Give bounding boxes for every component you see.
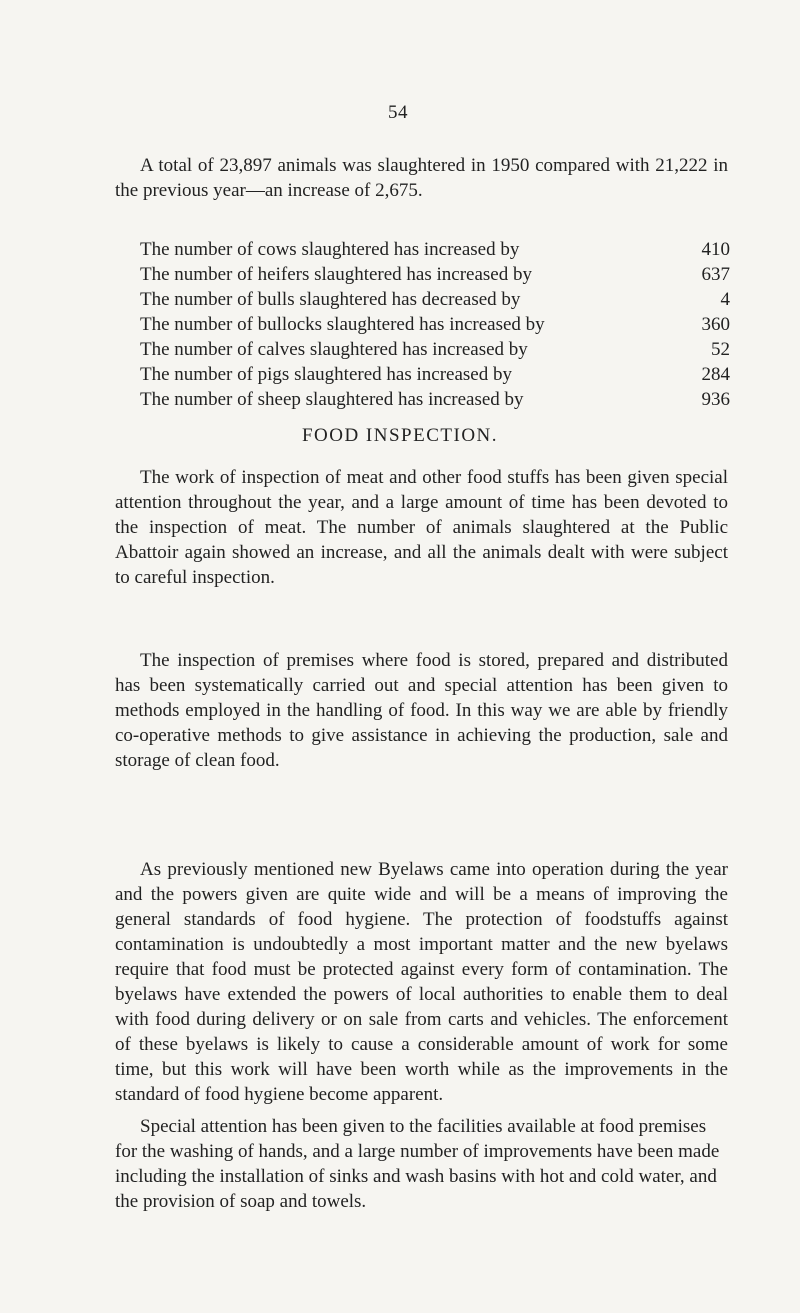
stat-value: 284	[701, 364, 730, 385]
stat-label: The number of calves slaughtered has increased by	[140, 339, 528, 360]
page-number: 54	[388, 102, 408, 123]
stat-row-cows	[140, 237, 730, 262]
stat-row-pigs	[140, 362, 730, 387]
body-paragraph-premises-inspection: The inspection of premises where food is stored, prepared and distributed has been systematically carried out and special attention has been given to methods employed in the handling of food. In this way we are able by friendly co-operative methods to give assistance in achieving the production, sale and storage of clean food.	[115, 650, 728, 771]
stat-value: 637	[701, 264, 730, 285]
body-paragraph-byelaws: As previously mentioned new Byelaws came into operation during the year and the powers given are quite wide and will be a means of improving the general standards of food hygiene. The protection of foodstuffs against contamination is undoubtedly a most important matter and the new byelaws require that food must be protected against every form of contamination. The byelaws have extended the powers of local authorities to enable them to deal with food during delivery or on sale from carts and vehicles. The enforcement of these byelaws is likely to cause a considerable amount of work for some time, but this work will have been worth while as the improvements in the standard of food hygiene become apparent.	[115, 859, 728, 1105]
stat-label: The number of heifers slaughtered has increased by	[140, 264, 532, 285]
intro-paragraph: A total of 23,897 animals was slaughtered in 1950 compared with 21,222 in the previous year—an increase of 2,675.	[115, 155, 728, 201]
stat-value: 360	[701, 314, 730, 335]
stat-label: The number of bullocks slaughtered has increased by	[140, 314, 545, 335]
stat-row-heifers	[140, 262, 730, 287]
stat-row-bulls	[140, 287, 730, 312]
stat-label: The number of pigs slaughtered has increased by	[140, 364, 512, 385]
section-heading: FOOD INSPECTION.	[301, 425, 499, 446]
stat-value: 4	[720, 289, 730, 310]
stat-row-sheep	[140, 387, 730, 412]
slaughter-stats-list	[140, 237, 730, 412]
stat-label: The number of bulls slaughtered has decreased by	[140, 289, 521, 310]
stat-row-calves	[140, 337, 730, 362]
body-paragraph-meat-inspection: The work of inspection of meat and other food stuffs has been given special attention throughout the year, and a large amount of time has been devoted to the inspection of meat. The number of animals slaughtered at the Public Abattoir again showed an increase, and all the animals dealt with were subject to careful inspection.	[115, 467, 728, 588]
stat-label: The number of cows slaughtered has increased by	[140, 239, 520, 260]
body-paragraph-hand-washing: Special attention has been given to the facilities available at food premises for the washing of hands, and a large number of improvements have been made including the installation of sinks and wash basins with hot and cold water, and the provision of soap and towels.	[115, 1116, 720, 1212]
stat-label: The number of sheep slaughtered has increased by	[140, 389, 524, 410]
stat-value: 410	[701, 239, 730, 260]
stat-row-bullocks	[140, 312, 730, 337]
stat-value: 936	[701, 389, 730, 410]
stat-value: 52	[711, 339, 730, 360]
